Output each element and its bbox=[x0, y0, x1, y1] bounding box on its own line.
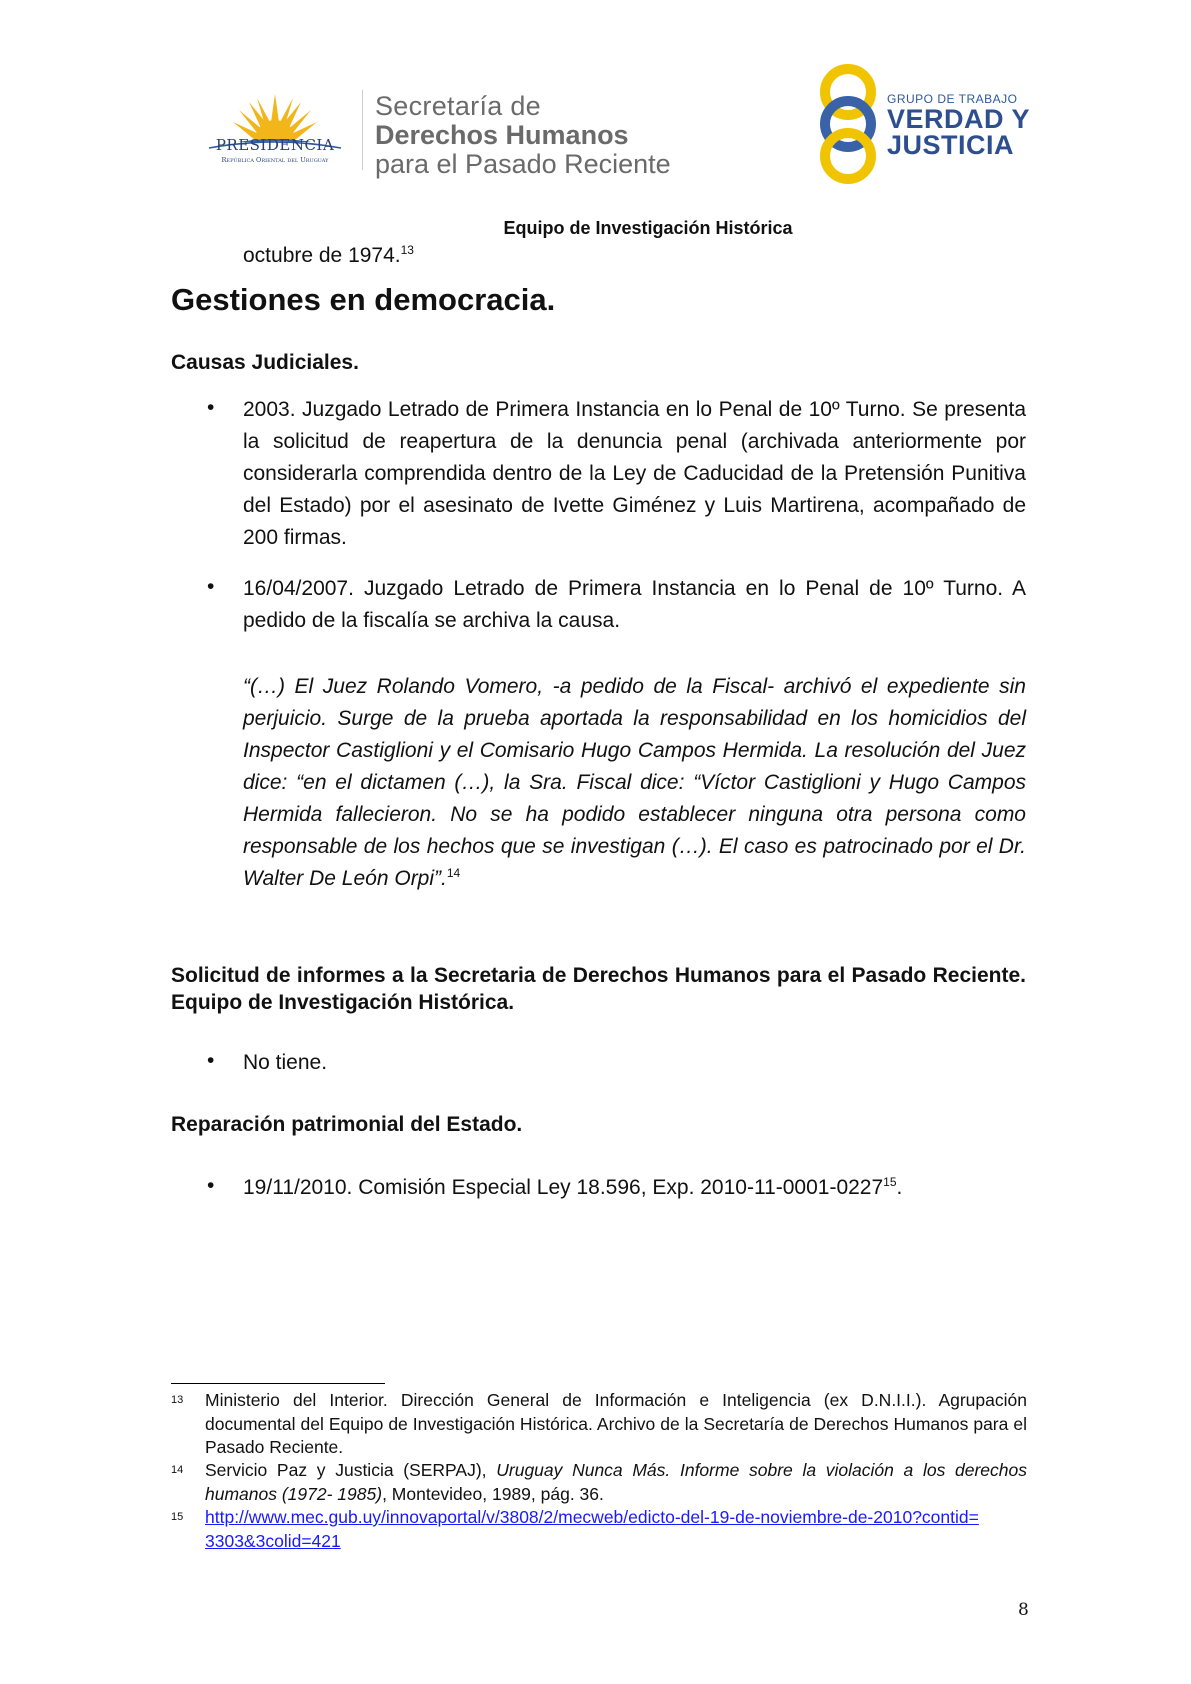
continuation-line: octubre de 1974. bbox=[243, 244, 401, 267]
presidencia-label: PRESIDENCIA bbox=[215, 136, 335, 154]
list-item-2003: 2003. Juzgado Letrado de Primera Instancia en lo Penal de 10º Turno. Se presenta la solicitud de reapertura de la denuncia penal (archivada anteriormente por considerarla comprendida dentro de la Ley de Caducidad de la Pretensión Punitiva del Estado) por el asesinato de Ivette Giménez y Luis Martirena, acompañado de 200 firmas. bbox=[243, 398, 1026, 549]
subsection-title-reparacion: Reparación patrimonial del Estado. bbox=[171, 1113, 523, 1136]
bullet: • bbox=[207, 1174, 215, 1197]
page-number: 8 bbox=[1018, 1600, 1029, 1620]
list-item-2010 bbox=[243, 1172, 1026, 1204]
quote-text: “(…) El Juez Rolando Vomero, -a pedido de la Fiscal- archivó el expediente sin perjuicio. Surge de la prueba aportada la responsabilidad en los homicidios del Inspector Castiglioni y el Comisario Hugo Campos Hermida. La resolución del Juez dice: “en el dictamen (…), la Sra. Fiscal dice: “Víctor Castiglioni y Hugo Campos Hermida fallecieron. No se ha podido establecer ninguna otra persona como responsable de los hechos que se investigan (…). El caso es patrocinado por el Dr. Walter De León Orpi”. bbox=[243, 675, 1026, 890]
presidencia-logo bbox=[195, 82, 355, 182]
gtvj-line-1: VERDAD Y bbox=[887, 104, 1031, 134]
bullet: • bbox=[207, 1049, 215, 1072]
bullet: • bbox=[207, 575, 215, 598]
footnote-ref-13: 13 bbox=[400, 243, 414, 257]
quote-block bbox=[243, 671, 1026, 895]
footnote-text bbox=[205, 1459, 1027, 1506]
footnote-14-part-a: Servicio Paz y Justicia (SERPAJ), bbox=[205, 1460, 497, 1480]
list-item-no-tiene: No tiene. bbox=[243, 1051, 328, 1074]
footnote-ref-14: 14 bbox=[446, 866, 461, 880]
secretaria-line-3: para el Pasado Reciente bbox=[375, 149, 671, 179]
verdad-justicia-text bbox=[887, 92, 1030, 158]
item-2010-end: . bbox=[896, 1176, 903, 1199]
footnote-link[interactable]: http://www.mec.gub.uy/innovaportal/v/3808/2/mecweb/edicto-del-19-de-noviembre-de-2010?contid=3303&3colid=421 bbox=[205, 1507, 979, 1551]
footnote-number: 15 bbox=[171, 1511, 184, 1523]
list-item-2007: 16/04/2007. Juzgado Letrado de Primera Instancia en lo Penal de 10º Turno. A pedido de la fiscalía se archiva la causa. bbox=[243, 577, 1026, 632]
footnote-13 bbox=[0, 1389, 1191, 1464]
presidencia-sublabel: República Oriental del Uruguay bbox=[221, 156, 329, 164]
footnote-ref-15: 15 bbox=[883, 1175, 897, 1189]
subsection-title-causas: Causas Judiciales. bbox=[171, 351, 359, 374]
linked-rings-icon bbox=[815, 62, 885, 187]
gtvj-line-2: JUSTICIA bbox=[887, 130, 1015, 160]
subsection-title-solicitud: Solicitud de informes a la Secretaria de Derechos Humanos para el Pasado Reciente. Equipo de Investigación Histórica. bbox=[171, 964, 1026, 1014]
footnote-number: 14 bbox=[171, 1464, 184, 1476]
footnote-14 bbox=[0, 1459, 1191, 1509]
secretaria-title bbox=[375, 92, 671, 179]
header-divider bbox=[362, 90, 363, 170]
footnote-separator bbox=[171, 1383, 385, 1384]
secretaria-line-2: Derechos Humanos bbox=[375, 120, 629, 150]
footnote-14-part-b: , Montevideo, 1989, pág. 36. bbox=[382, 1483, 604, 1504]
bullet: • bbox=[207, 396, 215, 419]
footnote-14-title: Uruguay Nunca Más. Informe sobre la violación a los derechos humanos (1972- 1985) bbox=[205, 1460, 1028, 1504]
secretaria-line-1: Secretaría de bbox=[375, 91, 541, 121]
team-header: Equipo de Investigación Histórica bbox=[503, 218, 793, 238]
item-2010-text: 19/11/2010. Comisión Especial Ley 18.596, Exp. 2010-11-0001-0227 bbox=[243, 1176, 884, 1199]
continuation-text bbox=[243, 240, 414, 272]
gtvj-small-label: GRUPO DE TRABAJO bbox=[887, 92, 1018, 106]
footnote-text: Ministerio del Interior. Dirección General de Información e Inteligencia (ex D.N.I.I.). Agrupación documental del Equipo de Investigación Histórica. Archivo de la Secretaría de Derechos Humanos para el Pasado Reciente. bbox=[205, 1390, 1027, 1457]
section-heading: Gestiones en democracia. bbox=[171, 282, 556, 317]
footnote-15 bbox=[0, 1506, 1191, 1556]
footnote-number: 13 bbox=[171, 1394, 184, 1406]
sun-emblem-icon bbox=[195, 82, 355, 182]
